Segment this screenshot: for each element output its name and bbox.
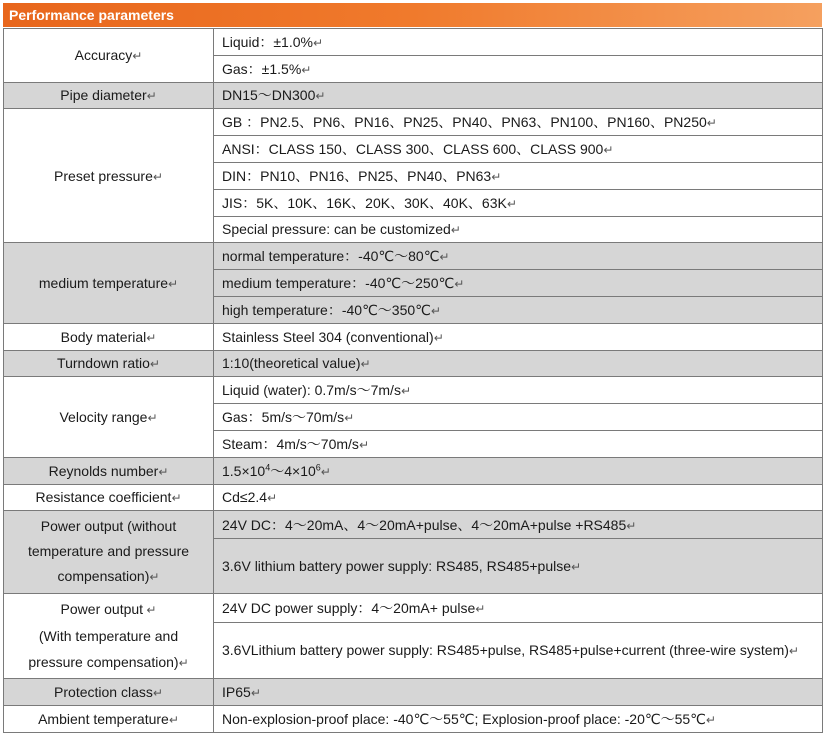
velocity-range-steam: Steam：4m/s～70m/s↵ <box>214 430 823 457</box>
medium-temperature-normal: normal temperature：-40℃～80℃↵ <box>214 243 823 270</box>
velocity-range-liquid: Liquid (water): 0.7m/s～7m/s↵ <box>214 377 823 404</box>
resistance-coefficient-value: Cd≤2.4↵ <box>214 484 823 511</box>
body-material-label: Body material↵ <box>4 323 214 350</box>
preset-pressure-din: DIN：PN10、PN16、PN25、PN40、PN63↵ <box>214 162 823 189</box>
reynolds-number-value: $1.5\times 10^4\sim 4\times 10^6↵$ <box>214 457 823 484</box>
power-output-with-label: Power output ↵ (With temperature and pressure compensation)↵ <box>4 594 214 679</box>
power-output-without-dc: 24V DC：4～20mA、4～20mA+pulse、4～20mA+pulse +RS485↵ <box>214 511 823 538</box>
velocity-range-gas: Gas：5m/s～70m/s↵ <box>214 404 823 431</box>
protection-class-label: Protection class↵ <box>4 679 214 706</box>
velocity-range-label: Velocity range↵ <box>4 377 214 457</box>
turndown-ratio-value: 1:10(theoretical value)↵ <box>214 350 823 377</box>
preset-pressure-jis: JIS：5K、10K、16K、20K、30K、40K、63K↵ <box>214 189 823 216</box>
preset-pressure-label: Preset pressure↵ <box>4 109 214 243</box>
preset-pressure-special: Special pressure: can be customized↵ <box>214 216 823 243</box>
pipe-diameter-value: DN15～DN300↵ <box>214 82 823 109</box>
protection-class-value: IP65↵ <box>214 679 823 706</box>
ambient-temperature-label: Ambient temperature↵ <box>4 706 214 733</box>
pipe-diameter-label: Pipe diameter↵ <box>4 82 214 109</box>
accuracy-gas-value: Gas：±1.5%↵ <box>214 55 823 82</box>
preset-pressure-ansi: ANSI：CLASS 150、CLASS 300、CLASS 600、CLASS 900↵ <box>214 136 823 163</box>
performance-table <box>3 28 823 733</box>
body-material-value: Stainless Steel 304 (conventional)↵ <box>214 323 823 350</box>
accuracy-liquid-value: Liquid：±1.0%↵ <box>214 29 823 56</box>
medium-temperature-high: high temperature：-40℃～350℃↵ <box>214 296 823 323</box>
power-output-without-label: Power output (without temperature and pressure compensation)↵ <box>4 511 214 594</box>
power-output-with-dc: 24V DC power supply：4～20mA+ pulse↵ <box>214 594 823 622</box>
power-output-without-battery: 3.6V lithium battery power supply: RS485, RS485+pulse↵ <box>214 538 823 594</box>
preset-pressure-gb: GB ：PN2.5、PN6、PN16、PN25、PN40、PN63、PN100、PN160、PN250↵ <box>214 109 823 136</box>
ambient-temperature-value: Non-explosion-proof place: -40℃～55℃; Explosion-proof place: -20℃～55℃↵ <box>214 706 823 733</box>
table-title: Performance parameters <box>3 3 822 27</box>
accuracy-label: Accuracy↵ <box>4 29 214 83</box>
medium-temperature-label: medium temperature↵ <box>4 243 214 323</box>
power-output-with-battery: 3.6VLithium battery power supply: RS485+pulse, RS485+pulse+current (three-wire system)↵ <box>214 622 823 679</box>
resistance-coefficient-label: Resistance coefficient↵ <box>4 484 214 511</box>
medium-temperature-medium: medium temperature：-40℃～250℃↵ <box>214 270 823 297</box>
turndown-ratio-label: Turndown ratio↵ <box>4 350 214 377</box>
reynolds-number-label: Reynolds number↵ <box>4 457 214 484</box>
